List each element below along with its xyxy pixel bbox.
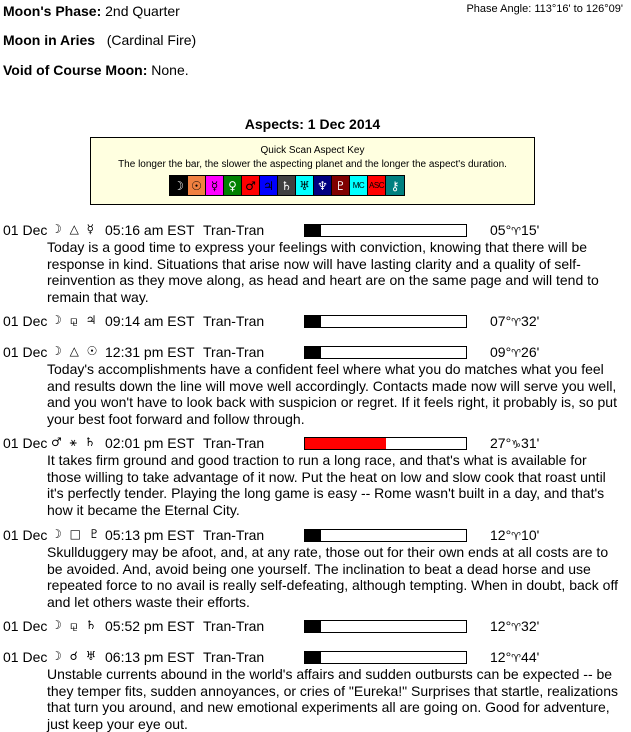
aspect-entry bbox=[3, 618, 623, 635]
aspect-position bbox=[490, 649, 539, 665]
aspect-entry bbox=[3, 435, 623, 518]
aspect-type: Tran-Tran bbox=[203, 435, 265, 451]
aspect-date: 01 Dec bbox=[3, 618, 48, 634]
aspect-header bbox=[3, 344, 623, 361]
aspects-title: Aspects: 1 Dec 2014 bbox=[244, 116, 381, 132]
aspect-key-title: Quick Scan Aspect Key bbox=[260, 145, 365, 156]
moon-phase bbox=[3, 3, 180, 19]
aspect-position-degrees: 12° bbox=[490, 618, 512, 634]
aspect-position-degrees: 09° bbox=[490, 344, 512, 360]
aspect-glyphs-icon: ☽ ☌ ♅ bbox=[51, 649, 99, 663]
aspect-time: 05:13 pm EST bbox=[105, 527, 195, 543]
aspect-duration-fill bbox=[305, 652, 321, 663]
aspect-position bbox=[490, 313, 539, 329]
aspect-time: 06:13 pm EST bbox=[105, 649, 195, 665]
aspect-time: 09:14 am EST bbox=[105, 313, 195, 329]
aspect-entry bbox=[3, 527, 623, 610]
mercury-swatch-icon: ☿ bbox=[206, 176, 224, 195]
saturn-swatch-icon: ♄ bbox=[278, 176, 296, 195]
aspect-interpretation: Today is a good time to express your feelings with conviction, knowing that there will be response in kind. Situations that arise now will have lasting clarity and a quality of self-reinvention as they move along, as head and heart are on the same page and will tend to remain that way. bbox=[47, 239, 599, 305]
zodiac-sign-icon: ♈ bbox=[511, 621, 522, 634]
aspect-position-minutes: 26' bbox=[521, 344, 540, 360]
ascendant-swatch-icon: ASC bbox=[368, 176, 386, 195]
aspect-type: Tran-Tran bbox=[203, 527, 265, 543]
aspect-date: 01 Dec bbox=[3, 344, 48, 360]
aspect-position bbox=[490, 527, 539, 543]
aspect-type: Tran-Tran bbox=[203, 649, 265, 665]
aspect-time: 05:16 am EST bbox=[105, 222, 195, 238]
aspect-entry bbox=[3, 313, 623, 330]
aspect-position bbox=[490, 344, 539, 360]
aspect-position-degrees: 05° bbox=[490, 222, 512, 238]
phase-angle: Phase Angle: 113°16' to 126°09' bbox=[466, 3, 623, 15]
aspect-duration-bar bbox=[304, 651, 467, 664]
moon-phase-value: 2nd Quarter bbox=[105, 3, 180, 19]
aspect-duration-fill bbox=[305, 316, 321, 327]
aspect-glyphs-icon: ☽ △ ☿ bbox=[51, 222, 96, 236]
aspect-key-description: The longer the bar, the slower the aspecting planet and the longer the aspect's duration. bbox=[118, 159, 507, 170]
void-label: Void of Course Moon: bbox=[3, 62, 148, 78]
zodiac-sign-icon: ♈ bbox=[511, 530, 522, 543]
aspect-position-degrees: 12° bbox=[490, 527, 512, 543]
aspect-glyphs-icon: ☽ □ ♇ bbox=[51, 527, 102, 541]
aspect-glyphs-icon: ☽ ⚼ ♄ bbox=[51, 618, 99, 632]
aspect-date: 01 Dec bbox=[3, 527, 48, 543]
aspect-header bbox=[3, 313, 623, 330]
aspect-position-minutes: 10' bbox=[521, 527, 540, 543]
aspect-position-minutes: 15' bbox=[521, 222, 540, 238]
aspect-time: 05:52 pm EST bbox=[105, 618, 195, 634]
moon-sign-label: Moon in Aries bbox=[3, 32, 96, 48]
aspect-duration-bar bbox=[304, 620, 467, 633]
uranus-swatch-icon: ♅ bbox=[296, 176, 314, 195]
mars-swatch-icon: ♂ bbox=[242, 176, 260, 195]
aspect-position bbox=[490, 222, 539, 238]
aspect-position-degrees: 12° bbox=[490, 649, 512, 665]
aspect-time: 02:01 pm EST bbox=[105, 435, 195, 451]
aspect-glyphs-icon: ☽ △ ☉ bbox=[51, 344, 100, 358]
venus-swatch-icon: ♀ bbox=[224, 176, 242, 195]
aspect-position-minutes: 31' bbox=[521, 435, 540, 451]
aspect-duration-bar bbox=[304, 437, 467, 450]
aspect-position-minutes: 32' bbox=[521, 313, 540, 329]
aspect-type: Tran-Tran bbox=[203, 222, 265, 238]
aspect-header bbox=[3, 435, 623, 452]
aspect-duration-bar bbox=[304, 315, 467, 328]
aspect-date: 01 Dec bbox=[3, 435, 48, 451]
aspect-date: 01 Dec bbox=[3, 649, 48, 665]
jupiter-swatch-icon: ♃ bbox=[260, 176, 278, 195]
aspect-duration-bar bbox=[304, 224, 467, 237]
zodiac-sign-icon: ♈ bbox=[511, 347, 522, 360]
aspect-position-minutes: 32' bbox=[521, 618, 540, 634]
aspect-position-minutes: 44' bbox=[521, 649, 540, 665]
aspect-duration-fill bbox=[305, 621, 321, 632]
neptune-swatch-icon: ♆ bbox=[314, 176, 332, 195]
aspect-header bbox=[3, 618, 623, 635]
aspect-header bbox=[3, 527, 623, 544]
moon-sign bbox=[3, 32, 196, 48]
aspect-entry bbox=[3, 222, 623, 305]
moon-swatch-icon: ☽ bbox=[170, 176, 188, 195]
chiron-swatch-icon: ⚷ bbox=[386, 176, 404, 195]
aspect-entry bbox=[3, 344, 623, 427]
zodiac-sign-icon: ♈ bbox=[511, 316, 522, 329]
aspect-duration-fill bbox=[305, 530, 321, 541]
pluto-swatch-icon: ♇ bbox=[332, 176, 350, 195]
aspect-position bbox=[490, 618, 539, 634]
midheaven-swatch-icon: MC bbox=[350, 176, 368, 195]
aspect-glyphs-icon: ♂ ⚹ ♄ bbox=[51, 435, 98, 449]
aspect-type: Tran-Tran bbox=[203, 618, 265, 634]
aspect-date: 01 Dec bbox=[3, 222, 48, 238]
aspect-time: 12:31 pm EST bbox=[105, 344, 195, 360]
sun-swatch-icon: ☉ bbox=[188, 176, 206, 195]
aspect-type: Tran-Tran bbox=[203, 313, 265, 329]
aspect-interpretation: Unstable currents abound in the world's affairs and sudden outbursts can be expected -- be they temper fits, sudden annoyances, or cries of "Eureka!" Surprises that startle, realizations that turn you around, and new emotional experiments all are going on. Good for adventure, just keep your eye out. bbox=[47, 666, 618, 732]
aspect-position-degrees: 07° bbox=[490, 313, 512, 329]
aspect-date: 01 Dec bbox=[3, 313, 48, 329]
aspect-entry bbox=[3, 649, 623, 732]
aspect-duration-fill bbox=[305, 225, 321, 236]
aspect-key bbox=[90, 137, 535, 205]
zodiac-sign-icon: ♑ bbox=[511, 438, 522, 451]
zodiac-sign-icon: ♈ bbox=[511, 652, 522, 665]
void-of-course bbox=[3, 62, 189, 78]
aspect-duration-bar bbox=[304, 529, 467, 542]
aspect-position-degrees: 27° bbox=[490, 435, 512, 451]
aspect-header bbox=[3, 649, 623, 666]
aspect-glyphs-icon: ☽ ⚼ ♃ bbox=[51, 313, 99, 327]
aspect-position bbox=[490, 435, 539, 451]
moon-phase-label: Moon's Phase: bbox=[3, 3, 102, 19]
aspect-duration-fill bbox=[305, 347, 321, 358]
aspect-header bbox=[3, 222, 623, 239]
aspect-duration-bar bbox=[304, 346, 467, 359]
void-value: None. bbox=[151, 62, 189, 78]
aspect-type: Tran-Tran bbox=[203, 344, 265, 360]
aspect-key-swatches bbox=[169, 175, 405, 196]
aspect-duration-fill bbox=[305, 438, 386, 449]
moon-sign-value: (Cardinal Fire) bbox=[106, 32, 197, 48]
aspect-interpretation: Today's accomplishments have a confident feel where what you do matches what you feel and results down the line will move well accordingly. Contacts made now will serve you well, and you won't have to look back with suspicion or regret. If it feels right, it probably is, so put your best foot forward and follow through. bbox=[47, 361, 617, 427]
aspect-interpretation: Skullduggery may be afoot, and, at any rate, those out for their own ends at all costs are to be avoided. And, avoid being one yourself. The inclination to beat a dead horse and use repeated force to no avail is really self-defeating, although tempting. When in doubt, back off and let others waste their efforts. bbox=[47, 544, 618, 610]
zodiac-sign-icon: ♈ bbox=[511, 225, 522, 238]
aspect-interpretation: It takes firm ground and good traction to run a long race, and that's what is available for those willing to take advantage of it now. Put the heat on low and slow cook that roast until it's perfectly tender. Playing the long game is easy -- Rome wasn't built in a day, and that's how it became the Eternal City. bbox=[47, 452, 606, 518]
